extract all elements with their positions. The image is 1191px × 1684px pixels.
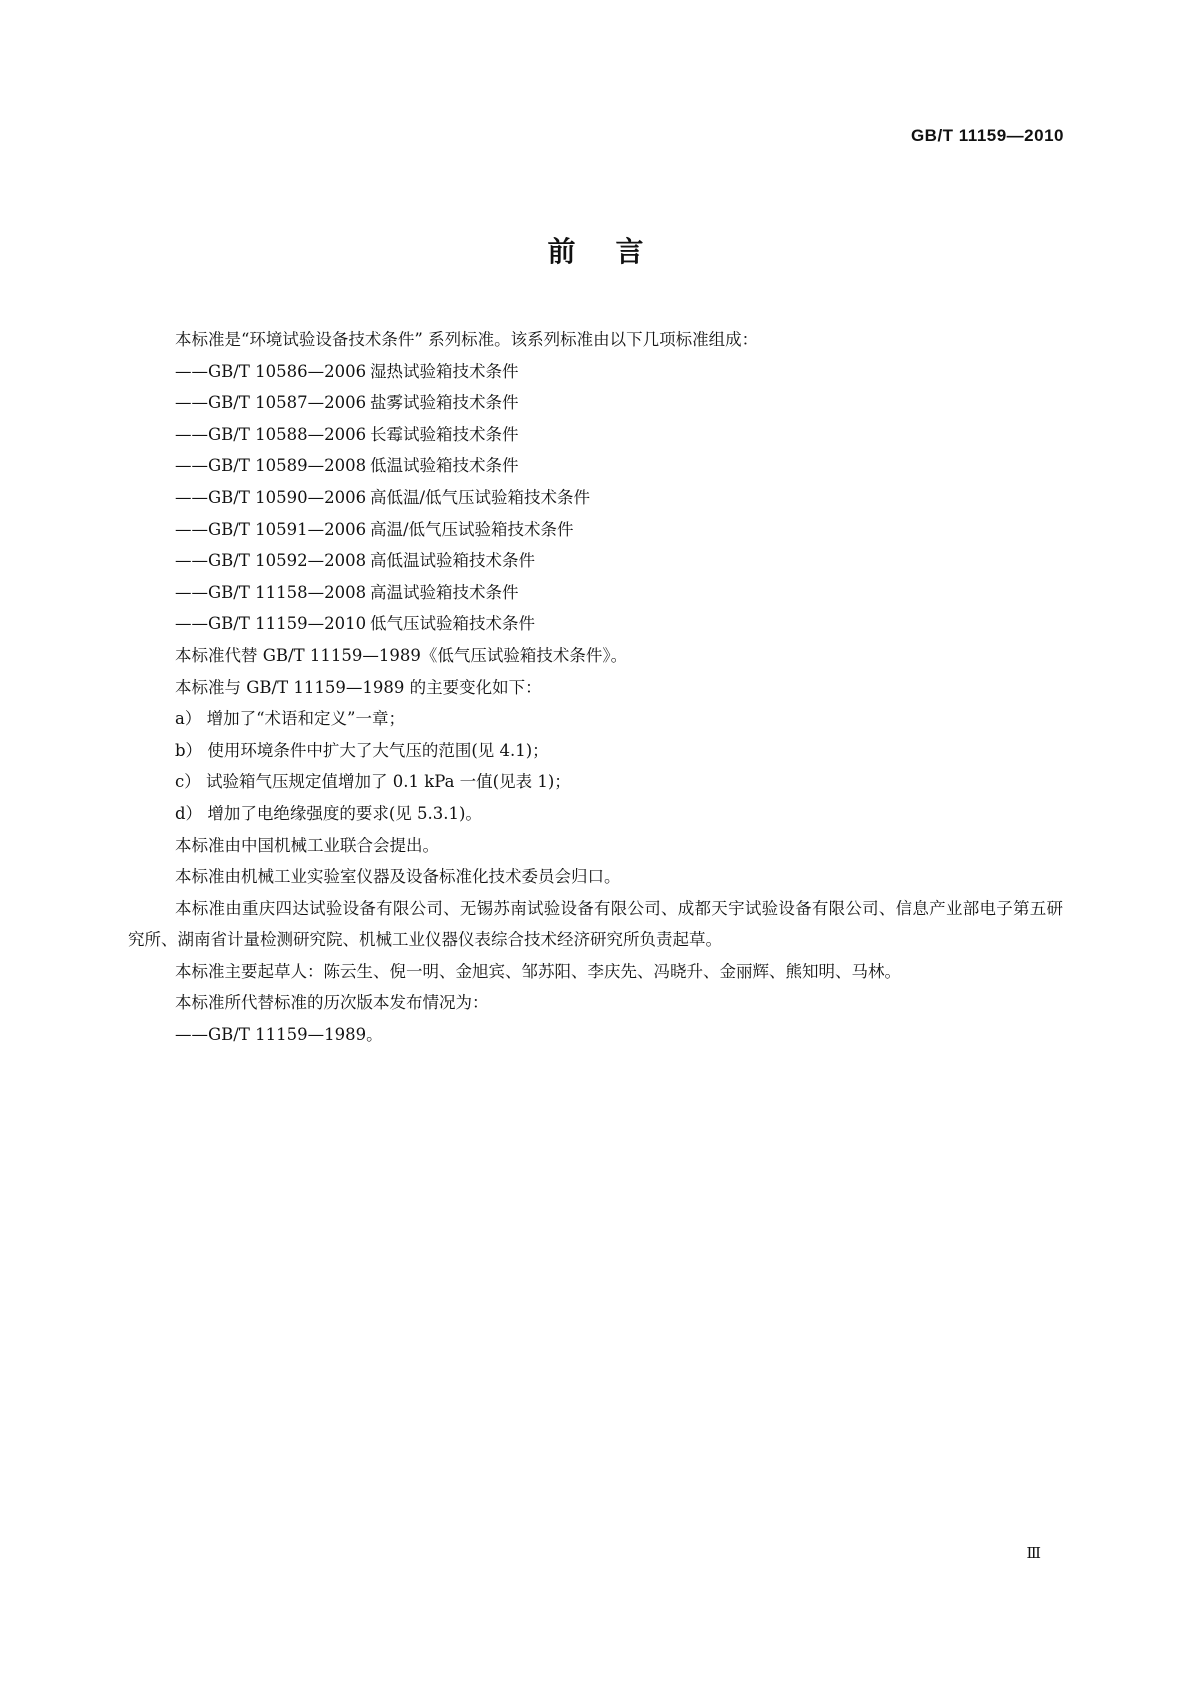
drafted-by-paragraph: 本标准由重庆四达试验设备有限公司、无锡苏南试验设备有限公司、成都天宇试验设备有限公司、信息产业部电子第五研究所、湖南省计量检测研究院、机械工业仪器仪表综合技术经济研究所负责起草。 xyxy=(128,898,1063,950)
history-intro: 本标准所代替标准的历次版本发布情况为： xyxy=(175,993,489,1013)
series-item-code: ——GB/T 10591—2006 xyxy=(175,519,367,539)
series-item-code: ——GB/T 10586—2006 xyxy=(175,361,367,381)
series-item xyxy=(128,577,1063,609)
change-item xyxy=(128,735,1063,767)
series-item-code: ——GB/T 11159—2010 xyxy=(175,614,367,634)
series-item-code: ——GB/T 11158—2008 xyxy=(175,582,367,602)
series-item-name: 低温试验箱技术条件 xyxy=(370,456,519,476)
replaces-paragraph: 本标准代替 GB/T 11159—1989《低气压试验箱技术条件》。 xyxy=(175,645,628,665)
series-item-code: ——GB/T 10590—2006 xyxy=(175,487,367,507)
change-item-text: 增加了“术语和定义”一章； xyxy=(206,709,405,729)
intro-paragraph: 本标准是“环境试验设备技术条件” 系列标准。该系列标准由以下几项标准组成： xyxy=(175,330,759,349)
changes-list xyxy=(128,703,1063,829)
changes-intro: 本标准与 GB/T 11159—1989 的主要变化如下： xyxy=(175,677,542,697)
change-item-mark: b） xyxy=(175,740,203,760)
change-item-mark: d） xyxy=(175,803,203,823)
series-item-name: 高低温试验箱技术条件 xyxy=(370,551,535,571)
centralized-by-paragraph: 本标准由机械工业实验室仪器及设备标准化技术委员会归口。 xyxy=(175,867,621,887)
change-item xyxy=(128,766,1063,798)
series-item xyxy=(128,450,1063,482)
series-item xyxy=(128,608,1063,640)
series-item-name: 高温试验箱技术条件 xyxy=(370,582,519,602)
page-number: Ⅲ xyxy=(1026,1546,1041,1562)
standard-code: GB/T 11159—2010 xyxy=(910,126,1064,145)
change-item xyxy=(128,798,1063,830)
change-item-text: 试验箱气压规定值增加了 0.1 kPa 一值(见表 1)； xyxy=(206,772,571,792)
series-item xyxy=(128,419,1063,451)
series-item xyxy=(128,356,1063,388)
series-item-code: ——GB/T 10588—2006 xyxy=(175,424,367,444)
foreword-body xyxy=(128,324,1063,1051)
series-item-name: 盐雾试验箱技术条件 xyxy=(370,393,519,413)
series-item-name: 长霉试验箱技术条件 xyxy=(370,424,519,444)
page-title: 前言 xyxy=(547,235,684,268)
series-item-name: 高低温/低气压试验箱技术条件 xyxy=(370,487,591,507)
drafters-paragraph: 本标准主要起草人：陈云生、倪一明、金旭宾、邹苏阳、李庆先、冯晓升、金丽辉、熊知明、马林。 xyxy=(175,961,901,981)
series-item-code: ——GB/T 10592—2008 xyxy=(175,551,367,571)
series-item xyxy=(128,545,1063,577)
history-item: ——GB/T 11159—1989。 xyxy=(175,1025,383,1045)
change-item-mark: c） xyxy=(175,772,201,792)
series-item-name: 高温/低气压试验箱技术条件 xyxy=(370,519,574,539)
series-item-code: ——GB/T 10589—2008 xyxy=(175,456,367,476)
series-list xyxy=(128,356,1063,640)
series-item-name: 低气压试验箱技术条件 xyxy=(370,614,535,634)
series-item xyxy=(128,482,1063,514)
series-item-code: ——GB/T 10587—2006 xyxy=(175,393,367,413)
change-item-mark: a） xyxy=(175,709,202,729)
series-item-name: 湿热试验箱技术条件 xyxy=(370,361,519,381)
series-item xyxy=(128,387,1063,419)
change-item-text: 增加了电绝缘强度的要求(见 5.3.1)。 xyxy=(207,803,482,823)
change-item xyxy=(128,703,1063,735)
change-item-text: 使用环境条件中扩大了大气压的范围(见 4.1)； xyxy=(207,740,549,760)
proposed-by-paragraph: 本标准由中国机械工业联合会提出。 xyxy=(175,835,439,855)
series-item xyxy=(128,514,1063,546)
